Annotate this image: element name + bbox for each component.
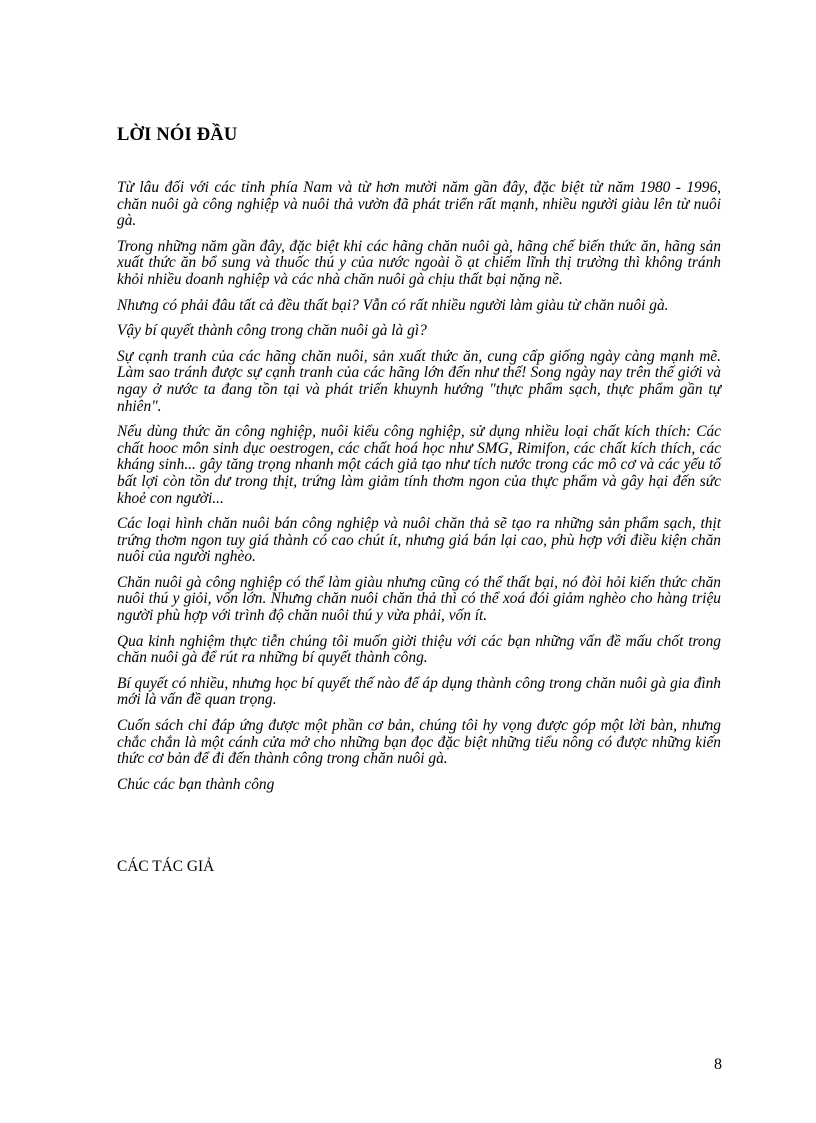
paragraph-3: Nhưng có phải đâu tất cả đều thất bại? Vẫn có rất nhiều người làm giàu từ chăn nuôi gà. [117, 296, 669, 314]
author-signature: CÁC TÁC GIẢ [117, 858, 215, 875]
page-title: LỜI NÓI ĐẦU [117, 125, 238, 145]
paragraph-7: Các loại hình chăn nuôi bán công nghiệp và nuôi chăn thả sẽ tạo ra những sản phẩm sạch, thịt trứng thơm ngon tuy giá thành có cao chút ít, nhưng giá bán lại cao, phù hợp với điều kiện chăn nuôi của người nghèo. [117, 515, 721, 566]
preface-body [117, 180, 721, 802]
paragraph-9: Qua kinh nghiệm thực tiễn chúng tôi muốn giời thiệu với các bạn những vấn đề mấu chốt trong chăn nuôi gà để rút ra những bí quyết thành công. [117, 632, 721, 667]
paragraph-10: Bí quyết có nhiều, nhưng học bí quyết thế nào để áp dụng thành công trong chăn nuôi gà gia đình mới là vấn đề quan trọng. [117, 674, 721, 709]
page-number: 8 [714, 1056, 722, 1073]
paragraph-5: Sự cạnh tranh của các hãng chăn nuôi, sản xuất thức ăn, cung cấp giống ngày càng mạnh mẽ. Làm sao tránh được sự cạnh tranh của các hãng lớn đến như thế! Song ngày nay trên thế giới và ngay ở nước ta đang tồn tại và phát triển khuynh hướng "thực phẩm sạch, thực phẩm gần tự nhiên". [117, 347, 721, 415]
paragraph-2: Trong những năm gần đây, đặc biệt khi các hãng chăn nuôi gà, hãng chế biến thức ăn, hãng sản xuất thức ăn bổ sung và thuốc thú y của nước ngoài ồ ạt chiếm lĩnh thị trường thì không tránh khỏi nhiều doanh nghiệp và các nhà chăn nuôi gà chịu thất bại nặng nề. [117, 237, 721, 288]
closing-line: Chúc các bạn thành công [117, 775, 275, 793]
paragraph-6: Nếu dùng thức ăn công nghiệp, nuôi kiểu công nghiệp, sử dụng nhiều loại chất kích thích: Các chất hooc môn sinh dục oestrogen, các chất hoá học như SMG, Rimifon, các chất kích thích, các kháng sinh... gây tăng trọng nhanh một cách giả tạo như tích nước trong các mô cơ và các yếu tố bất lợi còn tồn dư trong thịt, trứng làm giảm tính thơm ngon của thực phẩm và gây hại đến sức khoẻ con người... [117, 423, 721, 507]
paragraph-1: Từ lâu đối với các tỉnh phía Nam và từ hơn mười năm gần đây, đặc biệt từ năm 1980 - 1996, chăn nuôi gà công nghiệp và nuôi thả vườn đã phát triển rất mạnh, nhiều người giàu lên từ nuôi gà. [117, 179, 721, 230]
paragraph-4: Vậy bí quyết thành công trong chăn nuôi gà là gì? [117, 322, 427, 340]
paragraph-11: Cuốn sách chỉ đáp ứng được một phần cơ bản, chúng tôi hy vọng được góp một lời bàn, nhưng chắc chắn là một cánh cửa mở cho những bạn đọc đặc biệt những tiểu nông có được những kiến thức cơ bản để đi đến thành công trong chăn nuôi gà. [117, 717, 721, 768]
paragraph-8: Chăn nuôi gà công nghiệp có thể làm giàu nhưng cũng có thể thất bại, nó đòi hỏi kiến thức chăn nuôi thú y giỏi, vốn lớn. Nhưng chăn nuôi chăn thả thì có thể xoá đói giảm nghèo cho hàng triệu người phù hợp với trình độ chăn nuôi thú y vừa phải, vốn ít. [117, 573, 721, 625]
